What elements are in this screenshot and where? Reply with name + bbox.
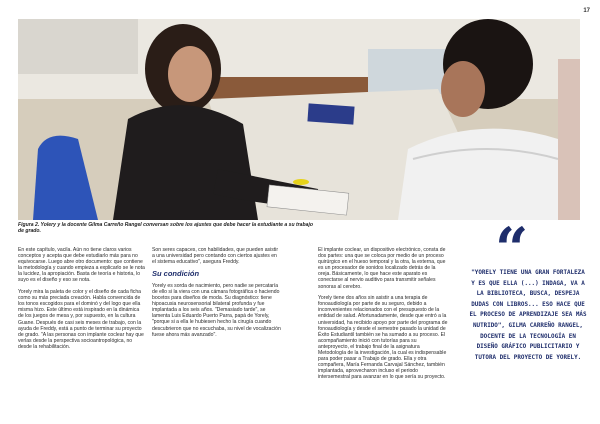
woman-left-face bbox=[168, 46, 212, 102]
column-3 bbox=[318, 247, 448, 386]
photo-caption: Figura 2. Yolery y la docente Gilma Carreño Rangel conversan sobre los ajustes que debe hacer la estudiante a su trabajo de grado. bbox=[18, 222, 313, 235]
woman-left-jacket bbox=[113, 105, 258, 220]
pull-quote: "YORELY TIENE UNA GRAN FORTALEZA Y ES QUE ELLA (...) INDAGA, VA A LA BIBLIOTECA, BUSCA, DESPEJA DUDAS CON LIBROS... ESO HACE QUE EL PROCESO DE APRENDIZAJE SEA MÁS NUTRIDO", GILMA CARREÑO RANGEL, DOCENTE DE LA TECNOLOGÍA EN DISEÑO GRÁFICO PUBLICITARIO Y TUTORA DEL PROYECTO DE YORELY. bbox=[469, 270, 587, 361]
photo bbox=[18, 19, 580, 220]
background-person bbox=[558, 59, 580, 220]
quote-mark-icon: “ bbox=[495, 220, 529, 270]
paragraph: En este capítulo, vacila. Aún no tiene claros varios conceptos y acepta que debe estudiarlo más para no equivocarse. Luego abre otro documento: que contiene la metodología y cuando empieza a explicarlo se le nota la lucidez, la apropiación. Basta de teoría e historia, lo suyo es el diseño y eso se nota. bbox=[18, 247, 145, 284]
woman-right-blouse bbox=[398, 129, 580, 220]
paragraph: Yorely tiene dos años sin asistir a una terapia de fonoaudiología por parte de su seguro, debido a inconvenientes relacionados con el presupuesto de la entidad de salud. Afortunadamente, desde que entró a la universidad, ha recibido apoyo por parte del programa de fonoaudiología y desde el semestre pasado la unidad de Éxito Estudiantil también se ha sumado a su proceso. El acompañamiento inició con tutorías para su anteproyecto, el trabajo final de la asignatura Metodología de la investigación, la cual es indispensable para poder pasar a Trabajo de grado. Ella y otra compañera, María Fernanda Carvajal Sánchez, también implantada, aprovecharon incluso el periodo intersemestral para avanzar en lo que sería su proyecto. bbox=[318, 295, 448, 381]
column-2 bbox=[152, 247, 282, 343]
woman-right-face bbox=[441, 61, 485, 117]
photo-illustration bbox=[18, 19, 580, 220]
paragraph: Son seres capaces, con habilidades, que pueden asistir a una universidad pero contando con ciertos ajustes en el sistema educativo", asegura Freddy. bbox=[152, 247, 279, 266]
section-subheading: Su condición bbox=[152, 268, 200, 278]
paragraph: El implante coclear, un dispositivo electrónico, consta de dos partes: una que se coloca por medio de un proceso quirúrgico en el hueso temporal y la otra, la externa, que es un procesador de sonidos localizado detrás de la oreja. Básicamente, lo que hace este aparato es conectarse al nervio auditivo para transmitir señales sonoras al cerebro. bbox=[318, 247, 446, 290]
highlighter bbox=[293, 179, 309, 185]
page-number: 17 bbox=[583, 8, 590, 14]
notebook bbox=[307, 103, 354, 124]
whiteboard bbox=[18, 19, 138, 74]
paragraph: Yorely mira la paleta de color y el diseño de cada ficha como su más preciada creación. Habla convencida de los tonos escogidos para el dominó y del logo que ella misma hizo. Este último está inspirado en la dinámica de los juegos de mesa y, por supuesto, en la cultura Guane. Después de casi seis meses de trabajo, con la ayuda de Freddy, está a punto de terminar su proyecto de grado. "A las personas con implante coclear hay que verlas desde la perspectiva socioantropológica, no desde la rehabilitación. bbox=[18, 289, 144, 350]
paragraph: Yorely es sorda de nacimiento, pero nadie se percataría de ello si la viera con una cámara fotográfica o haciendo bocetos para diseños de moda. Su diagnóstico: tiene hipoacusia neurosensorial bilateral profunda y fue implantada a los seis años. "Demasiado tarde", se lamenta Luis Eduardo Puerto Parra, papá de Yorely, "porque si a ella le hubiesen hecho la cirugía cuando descubrieron que no escuchaba, su nivel de vocalización fuese ahora más avanzado". bbox=[152, 282, 281, 338]
column-1 bbox=[18, 247, 146, 356]
